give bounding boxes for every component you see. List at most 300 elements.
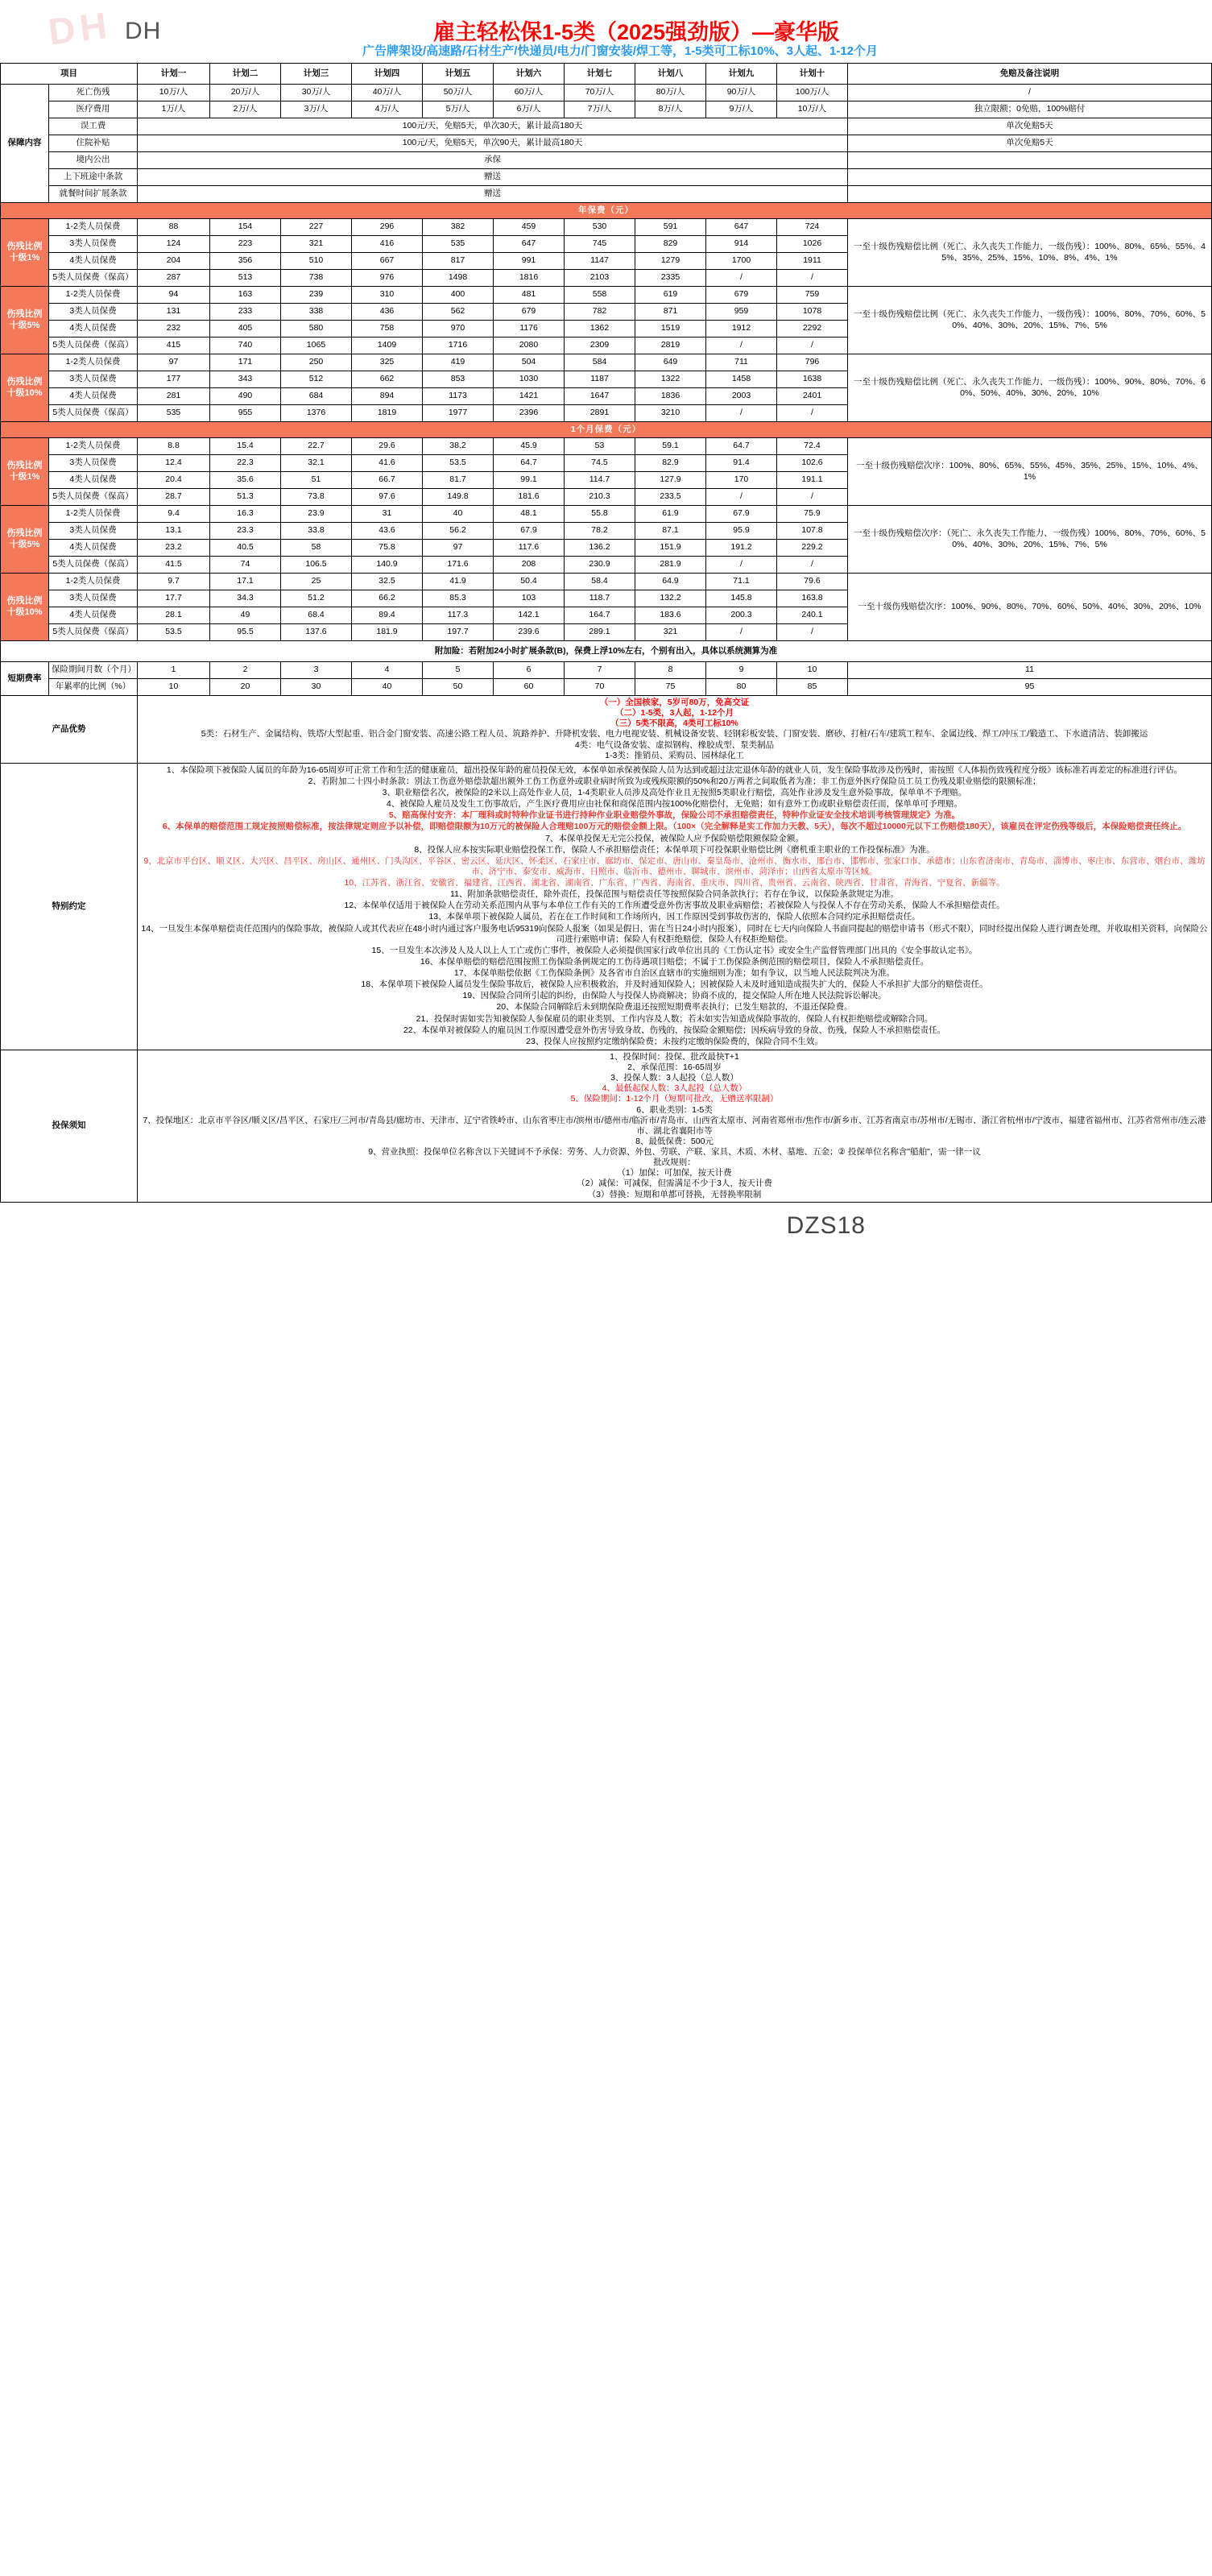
annual-value: 163 — [210, 287, 281, 304]
annual-row-name: 3类人员保费 — [49, 236, 138, 253]
table-header-row — [1, 64, 1212, 85]
notice-label: 投保须知 — [1, 1050, 138, 1202]
annual-value: 817 — [423, 253, 494, 270]
short-rate-ratio-row — [1, 679, 1212, 696]
short-rate-month: 2 — [210, 662, 281, 679]
special-term-13: 13、本保单项下被保险人属员，若在在工作时间和工作场所内，因工作原因受到事故伤害的，保险人依照本合同约定承担赔偿责任。 — [428, 912, 920, 922]
short-rate-month: 9 — [706, 662, 777, 679]
annual-value: 2891 — [565, 405, 635, 422]
coverage-value: 10万/人 — [138, 85, 210, 101]
monthly-value: 171.6 — [423, 557, 494, 574]
notice-line-5: 5、保险期间：1-12个月（短期可批改，无赠送率限制） — [570, 1094, 779, 1104]
annual-value: 649 — [635, 354, 706, 371]
monthly-value: 106.5 — [281, 557, 352, 574]
advantage-line-1: （一）全国核家，5岁可80万，免高交证 — [599, 698, 750, 707]
annual-value: 2396 — [494, 405, 565, 422]
monthly-value: 61.9 — [635, 506, 706, 523]
annual-value: 400 — [423, 287, 494, 304]
monthly-value: 197.7 — [423, 624, 494, 641]
annual-value: 679 — [494, 304, 565, 321]
coverage-item-name: 医疗费用 — [49, 101, 138, 118]
annual-value: 1836 — [635, 388, 706, 405]
monthly-value: 95.5 — [210, 624, 281, 641]
monthly-value: 136.2 — [565, 540, 635, 557]
monthly-value: 53.5 — [138, 624, 210, 641]
annual-value: 204 — [138, 253, 210, 270]
annual-value: 1176 — [494, 321, 565, 338]
annual-value: 2819 — [635, 338, 706, 354]
annual-value: 1819 — [352, 405, 423, 422]
coverage-note: 单次免赔5天 — [848, 135, 1212, 152]
advantages-label: 产品优势 — [1, 696, 138, 764]
annual-value: 2003 — [706, 388, 777, 405]
monthly-value: 66.7 — [352, 472, 423, 489]
monthly-value: 17.1 — [210, 574, 281, 590]
coverage-row — [1, 118, 1212, 135]
notice-body — [138, 1050, 1212, 1202]
coverage-value: 70万/人 — [565, 85, 635, 101]
monthly-value: 229.2 — [777, 540, 848, 557]
monthly-value: 51 — [281, 472, 352, 489]
monthly-value: 140.9 — [352, 557, 423, 574]
annual-value: 782 — [565, 304, 635, 321]
notice-line-10: 批改规则： — [653, 1158, 696, 1168]
annual-value: 1638 — [777, 371, 848, 388]
monthly-value: 170 — [706, 472, 777, 489]
monthly-value: / — [706, 489, 777, 506]
short-rate-month: 8 — [635, 662, 706, 679]
annual-row-name: 4类人员保费 — [49, 388, 138, 405]
annual-value: 325 — [352, 354, 423, 371]
monthly-row-name: 3类人员保费 — [49, 455, 138, 472]
advantage-line-2: （二）1-5类，3人起，1-12个月 — [614, 708, 734, 719]
coverage-value: 40万/人 — [352, 85, 423, 101]
short-rate-ratio: 70 — [565, 679, 635, 696]
annual-group-note: 一至十级伤残赔偿比例（死亡、永久丧失工作能力、一级伤残）：100%、80%、65%、55%、45%、35%、25%、15%、10%、8%、4%、1% — [848, 219, 1212, 287]
monthly-value: 102.6 — [777, 455, 848, 472]
monthly-row-name: 4类人员保费 — [49, 607, 138, 624]
monthly-value: 137.6 — [281, 624, 352, 641]
annual-value: 558 — [565, 287, 635, 304]
annual-value: 1187 — [565, 371, 635, 388]
short-rate-month: 4 — [352, 662, 423, 679]
monthly-value: / — [777, 557, 848, 574]
monthly-value: 41.6 — [352, 455, 423, 472]
monthly-row-name: 5类人员保费（保高） — [49, 624, 138, 641]
annual-group-label: 伤残比例十级10% — [1, 354, 49, 422]
annual-value: 1026 — [777, 236, 848, 253]
annual-value: 227 — [281, 219, 352, 236]
monthly-value: 230.9 — [565, 557, 635, 574]
monthly-value: 40 — [423, 506, 494, 523]
monthly-value: 239.6 — [494, 624, 565, 641]
monthly-value: 23.3 — [210, 523, 281, 540]
monthly-value: 78.2 — [565, 523, 635, 540]
col-header-plan-1: 计划一 — [138, 64, 210, 85]
monthly-group-label: 伤残比例十级1% — [1, 438, 49, 506]
monthly-value: / — [706, 624, 777, 641]
short-rate-ratio: 30 — [281, 679, 352, 696]
monthly-value: 23.2 — [138, 540, 210, 557]
special-term-2: 2、若附加二十四小时条款：别法工伤意外赔偿款超出额外工伤工伤意外或职业病时所致为或残疾限额的50%和20万两者之间取低者为准；非工伤意外医疗保险员工员工伤残及职业赔偿的限额标准； — [308, 776, 1041, 786]
monthly-value: 51.2 — [281, 590, 352, 607]
special-term-6: 6、本保单的赔偿范围工规定按照赔偿标准，按法律规定则应予以补偿，即赔偿限额为10万元的被保险人合理赔100万元的赔偿金额上限。（100×（完全解释是实工作加力天教、5天），每次不超过10000元以下工伤赔偿180天），该雇员在评定伤残等级后，本保险赔偿责任终止。 — [162, 822, 1187, 832]
monthly-value: 58.4 — [565, 574, 635, 590]
monthly-value: 35.6 — [210, 472, 281, 489]
col-header-plan-4: 计划四 — [352, 64, 423, 85]
monthly-value: 75.8 — [352, 540, 423, 557]
monthly-value: 233.5 — [635, 489, 706, 506]
coverage-value: 80万/人 — [635, 85, 706, 101]
coverage-item-name: 上下班途中条款 — [49, 169, 138, 186]
coverage-section-label: 保障内容 — [1, 85, 49, 203]
monthly-row-name: 1-2类人员保费 — [49, 506, 138, 523]
advantage-line-6: 1-3类：推销员、采购员、园林绿化工 — [605, 750, 744, 760]
annual-value: 535 — [138, 405, 210, 422]
annual-value: 3210 — [635, 405, 706, 422]
col-header-note: 免赔及备注说明 — [848, 64, 1212, 85]
monthly-value: 127.9 — [635, 472, 706, 489]
short-rate-ratio: 80 — [706, 679, 777, 696]
annual-group-note: 一至十级伤残赔偿比例（死亡、永久丧失工作能力、一级伤残）：100%、80%、70%、60%、50%、40%、30%、20%、15%、7%、5% — [848, 287, 1212, 354]
short-rate-month: 10 — [777, 662, 848, 679]
monthly-value: / — [777, 489, 848, 506]
monthly-value: 208 — [494, 557, 565, 574]
monthly-value: 82.9 — [635, 455, 706, 472]
annual-value: 1498 — [423, 270, 494, 287]
annual-value: 976 — [352, 270, 423, 287]
coverage-row — [1, 135, 1212, 152]
col-header-plan-9: 计划九 — [706, 64, 777, 85]
annual-value: 1362 — [565, 321, 635, 338]
coverage-row — [1, 152, 1212, 169]
coverage-value: 1万/人 — [138, 101, 210, 118]
annual-value: 535 — [423, 236, 494, 253]
annual-row-name: 3类人员保费 — [49, 371, 138, 388]
short-rate-months-label: 保险期间月数（个月） — [49, 662, 138, 679]
monthly-value: 191.2 — [706, 540, 777, 557]
monthly-value: 22.7 — [281, 438, 352, 455]
annual-value: 2103 — [565, 270, 635, 287]
monthly-value: 164.7 — [565, 607, 635, 624]
notice-line-2: 2、承保范围：16-65周岁 — [627, 1062, 722, 1072]
coverage-value: 8万/人 — [635, 101, 706, 118]
monthly-value: 50.4 — [494, 574, 565, 590]
monthly-value: 79.6 — [777, 574, 848, 590]
annual-value: 894 — [352, 388, 423, 405]
col-header-item: 项目 — [1, 64, 138, 85]
coverage-value: 2万/人 — [210, 101, 281, 118]
col-header-plan-7: 计划七 — [565, 64, 635, 85]
monthly-value: 53 — [565, 438, 635, 455]
annual-value: 250 — [281, 354, 352, 371]
annual-value: 738 — [281, 270, 352, 287]
monthly-value: 9.7 — [138, 574, 210, 590]
page-header — [0, 0, 1212, 63]
annual-value: 591 — [635, 219, 706, 236]
advantages-row — [1, 696, 1212, 764]
annual-value: 711 — [706, 354, 777, 371]
monthly-banner-label: 1个月保费（元） — [1, 422, 1212, 438]
special-term-16: 16、本保单赔偿的赔偿范围按照工伤保险条例规定的工伤待遇项目赔偿；不属于工伤保险条例范围的赔偿项目，保险人不承担赔偿责任。 — [420, 956, 929, 967]
short-rate-ratio: 20 — [210, 679, 281, 696]
monthly-value: 117.3 — [423, 607, 494, 624]
annual-value: 1977 — [423, 405, 494, 422]
coverage-row — [1, 169, 1212, 186]
special-term-12: 12、本保单仅适用于被保险人在劳动关系范围内从事与本单位工作有关的工作所遭受意外伤害事故及职业病赔偿；若被保险人与投保人不存在劳动关系，保险人不承担赔偿责任。 — [344, 901, 1005, 911]
addon-row — [1, 641, 1212, 662]
annual-value: 684 — [281, 388, 352, 405]
monthly-value: 67.9 — [706, 506, 777, 523]
coverage-value: 60万/人 — [494, 85, 565, 101]
annual-row-name: 5类人员保费（保高） — [49, 338, 138, 354]
annual-value: 512 — [281, 371, 352, 388]
addon-text: 附加险：若附加24小时扩展条款(B)，保费上浮10%左右，个别有出入，具体以系统测算为准 — [1, 641, 1212, 662]
coverage-value: 50万/人 — [423, 85, 494, 101]
monthly-value: 281.9 — [635, 557, 706, 574]
annual-value: 2309 — [565, 338, 635, 354]
special-term-9: 9、北京市平台区、顺义区、大兴区、昌平区、房山区、通州区、门头沟区、平谷区、密云区、延庆区、怀柔区、石家庄市、廊坊市、保定市、唐山市、秦皇岛市、沧州市、衡水市、邢台市、邯郸市、张家口市、承德市；山东省济南市、青岛市、淄博市、枣庄市、东营市、烟台市、潍坊市、济宁市、泰安市、威海市、日照市、临沂市、德州市、聊城市、滨州市、菏泽市；山西省太原市等区域。 — [143, 855, 1206, 876]
annual-value: / — [706, 405, 777, 422]
monthly-value: 56.2 — [423, 523, 494, 540]
col-header-plan-3: 计划三 — [281, 64, 352, 85]
annual-value: 584 — [565, 354, 635, 371]
annual-value: 154 — [210, 219, 281, 236]
annual-group-label: 伤残比例十级5% — [1, 287, 49, 354]
annual-value: 1912 — [706, 321, 777, 338]
annual-value: 1279 — [635, 253, 706, 270]
annual-value: 1700 — [706, 253, 777, 270]
annual-value: 796 — [777, 354, 848, 371]
notice-line-3: 3、投保人数：3人起投（总人数） — [610, 1073, 738, 1083]
annual-value: 619 — [635, 287, 706, 304]
coverage-span-value: 100元/天，免赔5天，单次90天，累计最高180天 — [138, 135, 848, 152]
annual-value: 239 — [281, 287, 352, 304]
coverage-value: 4万/人 — [352, 101, 423, 118]
annual-value: 356 — [210, 253, 281, 270]
short-rate-month: 11 — [848, 662, 1212, 679]
annual-value: 97 — [138, 354, 210, 371]
short-rate-months-row — [1, 662, 1212, 679]
monthly-value: 97.6 — [352, 489, 423, 506]
monthly-value: 29.6 — [352, 438, 423, 455]
annual-value: 667 — [352, 253, 423, 270]
coverage-span-value: 承保 — [138, 152, 848, 169]
annual-value: 405 — [210, 321, 281, 338]
monthly-value: 49 — [210, 607, 281, 624]
special-term-5: 5、赔高保付安齐：本厂理科或时特种作业证书进行持种作业职业赔偿外事故，保险公司不承担赔偿责任，特种作业证安全技术培训考核管理规定》为准。 — [388, 810, 961, 821]
annual-value: 647 — [706, 219, 777, 236]
coverage-row — [1, 186, 1212, 203]
annual-value: 1716 — [423, 338, 494, 354]
product-table — [0, 63, 1212, 1203]
advantages-body — [138, 696, 1212, 764]
special-term-3: 3、职业赔偿名次，被保险的2米以上高处作业人员，1-4类职业人员涉及高处作业且无按照5类职业行赔偿，高处作业涉及发生意外险事故，保单单不予理赔。 — [382, 788, 967, 797]
monthly-value: 97 — [423, 540, 494, 557]
annual-value: 232 — [138, 321, 210, 338]
monthly-value: 41.5 — [138, 557, 210, 574]
monthly-value: 68.4 — [281, 607, 352, 624]
monthly-value: 91.4 — [706, 455, 777, 472]
monthly-value: 9.4 — [138, 506, 210, 523]
monthly-value: 40.5 — [210, 540, 281, 557]
monthly-value: 66.2 — [352, 590, 423, 607]
annual-value: 745 — [565, 236, 635, 253]
monthly-value: 107.8 — [777, 523, 848, 540]
special-term-21: 21、投保时需如实告知被保险人参保雇员的职业类别、工作内容及人数；若未如实告知造成保险事故的，保险人有权拒绝赔偿或解除合同。 — [416, 1013, 933, 1024]
special-terms-label: 特别约定 — [1, 763, 138, 1050]
monthly-value: 145.8 — [706, 590, 777, 607]
monthly-value: 17.7 — [138, 590, 210, 607]
annual-value: 287 — [138, 270, 210, 287]
coverage-note: 单次免赔5天 — [848, 118, 1212, 135]
advantage-line-4: 5类：石材生产、金属结构、铁塔/大型起重、铝合金门窗安装、高速公路工程人员、筑路养护、升降机安装、电力电视安装、机械设备安装、轻钢彩板安装、门窗安装、磨砂、打桩/石车/建筑工程车、金属边线、焊工/冲压工/锻造工、下水道清洁、装卸搬运 — [201, 729, 1148, 739]
monthly-row-name: 3类人员保费 — [49, 590, 138, 607]
short-rate-month: 5 — [423, 662, 494, 679]
monthly-value: 33.8 — [281, 523, 352, 540]
annual-value: / — [777, 338, 848, 354]
annual-row-name: 3类人员保费 — [49, 304, 138, 321]
monthly-value: 210.3 — [565, 489, 635, 506]
monthly-value: / — [777, 624, 848, 641]
short-rate-ratio-label: 年累率的比例（%） — [49, 679, 138, 696]
monthly-value: 149.8 — [423, 489, 494, 506]
monthly-row-name: 5类人员保费（保高） — [49, 489, 138, 506]
monthly-value: 289.1 — [565, 624, 635, 641]
monthly-row-name: 4类人员保费 — [49, 540, 138, 557]
annual-value: 233 — [210, 304, 281, 321]
special-term-8: 8、投保人应本按实际职业赔偿投保工作，保险人不承担赔偿责任；本保单项下可投保职业赔偿比例《磨机重主职业的工作投保标准》为准。 — [414, 844, 935, 855]
annual-value: 1911 — [777, 253, 848, 270]
annual-value: 829 — [635, 236, 706, 253]
annual-value: 914 — [706, 236, 777, 253]
monthly-value: 181.9 — [352, 624, 423, 641]
monthly-value: 73.8 — [281, 489, 352, 506]
annual-value: 504 — [494, 354, 565, 371]
monthly-value: 321 — [635, 624, 706, 641]
annual-value: 2292 — [777, 321, 848, 338]
annual-banner — [1, 203, 1212, 219]
annual-value: 740 — [210, 338, 281, 354]
annual-value: 2335 — [635, 270, 706, 287]
monthly-value: 51.3 — [210, 489, 281, 506]
monthly-group-note: 一至十级伤残赔偿次序：100%、90%、80%、70%、60%、50%、40%、30%、20%、10% — [848, 574, 1212, 641]
special-terms-body — [138, 763, 1212, 1050]
monthly-row-name: 1-2类人员保费 — [49, 438, 138, 455]
short-rate-ratio: 10 — [138, 679, 210, 696]
page-footer — [0, 1203, 1212, 1246]
monthly-value: 58 — [281, 540, 352, 557]
short-rate-label: 短期费率 — [1, 662, 49, 696]
coverage-value: 90万/人 — [706, 85, 777, 101]
annual-value: 970 — [423, 321, 494, 338]
monthly-group-note: 一至十级伤残赔偿次序：100%、80%、65%、55%、45%、35%、25%、15%、10%、4%、1% — [848, 438, 1212, 506]
col-header-plan-6: 计划六 — [494, 64, 565, 85]
monthly-value: 22.3 — [210, 455, 281, 472]
annual-banner-label: 年保费（元） — [1, 203, 1212, 219]
coverage-value: 6万/人 — [494, 101, 565, 118]
advantage-line-3: （三）5类不限高，4类可工标10% — [610, 719, 738, 729]
special-term-20: 20、本保险合同解除后未到期保险费退还按照短期费率表执行；已发生赔款的，不退还保险费。 — [496, 1002, 853, 1013]
short-rate-month: 1 — [138, 662, 210, 679]
coverage-item-name: 境内公出 — [49, 152, 138, 169]
short-rate-month: 6 — [494, 662, 565, 679]
annual-value: / — [777, 270, 848, 287]
monthly-value: 25 — [281, 574, 352, 590]
short-rate-ratio: 50 — [423, 679, 494, 696]
short-rate-month: 7 — [565, 662, 635, 679]
annual-value: 724 — [777, 219, 848, 236]
coverage-span-value: 赠送 — [138, 186, 848, 203]
annual-value: 513 — [210, 270, 281, 287]
monthly-value: 16.3 — [210, 506, 281, 523]
monthly-group-label: 伤残比例十级10% — [1, 574, 49, 641]
page-subtitle: 广告牌架设/高速路/石材生产/快递员/电力/门窗安装/焊工等，1-5类可工标10%、3人起、1-12个月 — [362, 44, 879, 58]
monthly-value: 75.9 — [777, 506, 848, 523]
annual-value: 436 — [352, 304, 423, 321]
notice-line-4: 4、最低起保人数：3人起投（总人数） — [602, 1083, 747, 1094]
annual-value: 415 — [138, 338, 210, 354]
annual-value: 94 — [138, 287, 210, 304]
annual-value: 1458 — [706, 371, 777, 388]
monthly-value: 67.9 — [494, 523, 565, 540]
monthly-value: / — [706, 557, 777, 574]
monthly-value: 64.9 — [635, 574, 706, 590]
coverage-value: 100万/人 — [777, 85, 848, 101]
annual-value: 510 — [281, 253, 352, 270]
monthly-value: 28.7 — [138, 489, 210, 506]
annual-value: 1376 — [281, 405, 352, 422]
annual-row-name: 5类人员保费（保高） — [49, 405, 138, 422]
annual-value: 321 — [281, 236, 352, 253]
monthly-value: 64.7 — [494, 455, 565, 472]
special-term-1: 1、本保险项下被保险人属员的年龄为16-65周岁可正常工作和生活的健康雇员，超出投保年龄的雇员投保无效，本保单如承保被保险人员为达到或超过法定退休年龄的就业人员，发生保险事故涉及伤残时，需按照《人体损伤致残程度分级》该标准若再差定的标准进行评估。 — [166, 764, 1183, 775]
annual-value: 124 — [138, 236, 210, 253]
annual-value: / — [706, 338, 777, 354]
monthly-row — [1, 506, 1212, 523]
annual-value: 853 — [423, 371, 494, 388]
annual-value: 1409 — [352, 338, 423, 354]
special-term-4: 4、被保险人雇员及发生工伤事故后，产生医疗费用应由社保和商保范围内按100%化赔偿付，无免赔；如有意外工伤或职业赔偿责任而，保单单可予理赔。 — [386, 799, 963, 810]
short-rate-ratio: 60 — [494, 679, 565, 696]
notice-line-1: 1、投保时间：投保、批改最快T+1 — [610, 1051, 739, 1062]
monthly-value: 53.5 — [423, 455, 494, 472]
monthly-row-name: 4类人员保费 — [49, 472, 138, 489]
coverage-value: 10万/人 — [777, 101, 848, 118]
coverage-item-name: 就餐时间扩展条款 — [49, 186, 138, 203]
annual-value: 2401 — [777, 388, 848, 405]
annual-value: 1078 — [777, 304, 848, 321]
monthly-row — [1, 438, 1212, 455]
annual-value: 459 — [494, 219, 565, 236]
col-header-plan-10: 计划十 — [777, 64, 848, 85]
notice-line-8: 8、最低保费：500元 — [635, 1136, 714, 1146]
annual-value: 343 — [210, 371, 281, 388]
monthly-row — [1, 574, 1212, 590]
monthly-value: 103 — [494, 590, 565, 607]
monthly-value: 114.7 — [565, 472, 635, 489]
annual-value: 481 — [494, 287, 565, 304]
monthly-value: 59.1 — [635, 438, 706, 455]
coverage-item-name: 死亡伤残 — [49, 85, 138, 101]
monthly-group-label: 伤残比例十级5% — [1, 506, 49, 574]
page-title: 雇主轻松保1-5类（2025强劲版）—豪华版 — [432, 20, 840, 44]
monthly-value: 45.9 — [494, 438, 565, 455]
annual-value: 1065 — [281, 338, 352, 354]
special-term-18: 18、本保单项下被保险人属员发生保险事故后，被保险人应积极救治，并及时通知保险人；因被保险人未及时通知造成损失扩大的，保险人不承担扩大部分的赔偿责任。 — [361, 979, 988, 990]
coverage-span-value: 赠送 — [138, 169, 848, 186]
special-terms-row — [1, 763, 1212, 1050]
